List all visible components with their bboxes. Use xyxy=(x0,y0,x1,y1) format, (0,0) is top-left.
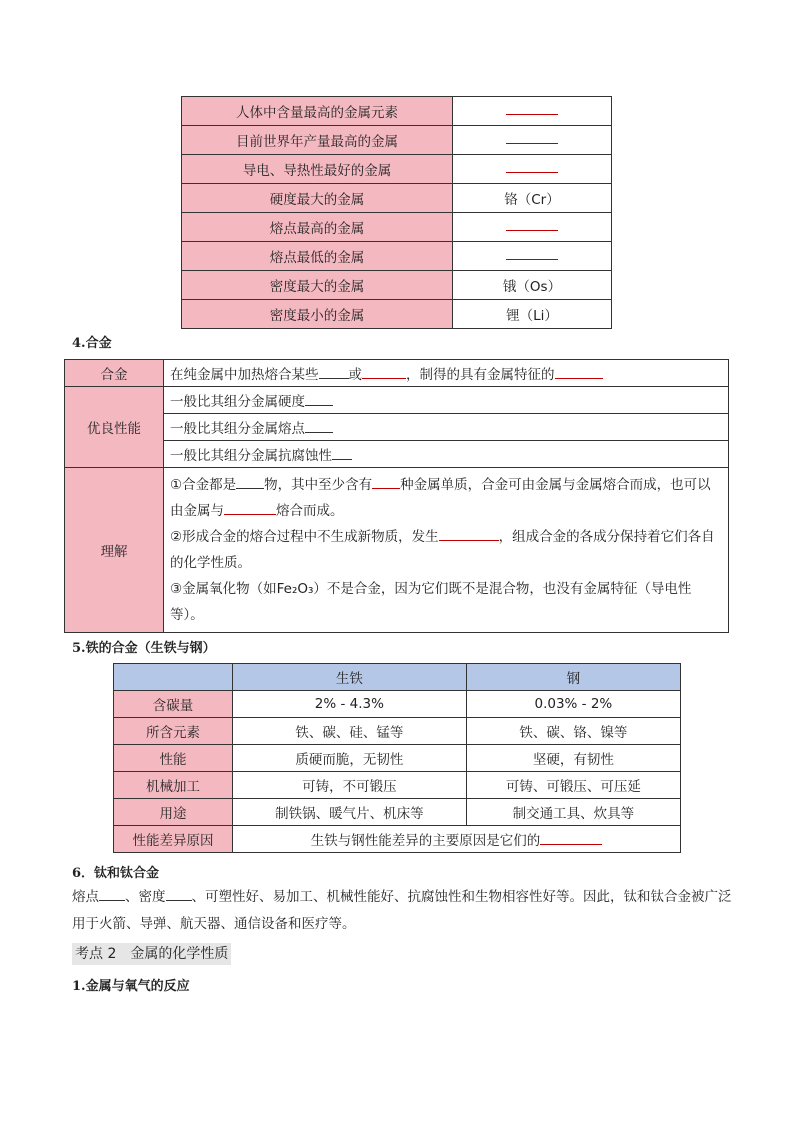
cell: 铁、碳、铬、镍等 xyxy=(466,718,680,745)
sub1-heading: 1.金属与氧气的反应 xyxy=(72,979,190,994)
section6-paragraph xyxy=(72,884,732,938)
iron-alloy-table xyxy=(113,663,681,853)
text: 生铁与钢性能差异的主要原因是它们的 xyxy=(310,833,541,849)
answer-blank xyxy=(439,539,499,541)
text: ，组成合金的各成分保持着它们各自的化学性质。 xyxy=(170,529,715,571)
answer-blank xyxy=(319,377,349,379)
answer-blank xyxy=(506,258,558,260)
answer-blank xyxy=(305,404,333,406)
answer-blank xyxy=(506,171,558,173)
row-label: 目前世界年产量最高的金属 xyxy=(182,126,453,155)
table-row xyxy=(114,718,681,745)
row-label: 熔点最低的金属 xyxy=(182,242,453,271)
answer-blank xyxy=(362,377,406,379)
row-label: 性能差异原因 xyxy=(114,826,233,853)
cell: 可铸，不可锻压 xyxy=(233,772,467,799)
table-row xyxy=(65,387,729,414)
alloy-table xyxy=(64,359,729,633)
answer-blank xyxy=(540,843,602,845)
formula: Fe₂O₃ xyxy=(276,581,314,597)
point-1 xyxy=(170,472,722,524)
row-label: 含碳量 xyxy=(114,691,233,718)
row-value xyxy=(453,155,612,184)
table-row xyxy=(182,271,612,300)
corner-cell xyxy=(114,664,233,691)
alloy-definition xyxy=(164,360,729,387)
understand-label: 理解 xyxy=(65,468,164,633)
table-row xyxy=(65,360,729,387)
answer-blank xyxy=(305,431,333,433)
table-row xyxy=(182,97,612,126)
text: 或 xyxy=(348,367,362,383)
row-value: 锂（Li） xyxy=(453,300,612,329)
table-row xyxy=(182,300,612,329)
row-label: 所含元素 xyxy=(114,718,233,745)
answer-blank xyxy=(99,899,125,901)
kaodian-heading: 考点 2 金属的化学性质 xyxy=(72,943,231,965)
table-row xyxy=(114,772,681,799)
answer-blank xyxy=(372,487,400,489)
text: 、可塑性好、易加工、机械性能好、抗腐蚀性和生物相容性好等。因此，钛和钛合金被广泛用于火箭、导弹、航天器、通信设备和医疗等。 xyxy=(72,889,732,932)
cell: 铁、碳、硅、锰等 xyxy=(233,718,467,745)
section6-heading: 6．钛和钛合金 xyxy=(72,866,160,881)
answer-blank xyxy=(224,513,276,515)
text: ①合金都是 xyxy=(170,477,237,493)
row-label: 密度最大的金属 xyxy=(182,271,453,300)
text: ）不是合金，因为它们既不是混合物，也没有金属特征（导电性等）。 xyxy=(170,581,692,623)
answer-blank xyxy=(332,458,352,460)
row-value: 铬（Cr） xyxy=(453,184,612,213)
column-header: 生铁 xyxy=(233,664,467,691)
row-label: 用途 xyxy=(114,799,233,826)
row-value xyxy=(453,126,612,155)
table-header-row xyxy=(114,664,681,691)
row-value xyxy=(453,97,612,126)
property-item xyxy=(164,441,729,468)
row-label: 硬度最大的金属 xyxy=(182,184,453,213)
row-value: 锇（Os） xyxy=(453,271,612,300)
metal-extremes-table xyxy=(181,96,612,329)
cell: 可铸、可锻压、可压延 xyxy=(466,772,680,799)
table-row xyxy=(65,441,729,468)
text: 熔点 xyxy=(72,889,99,905)
props-label: 优良性能 xyxy=(65,387,164,468)
cell: 坚硬，有韧性 xyxy=(466,745,680,772)
row-label: 导电、导热性最好的金属 xyxy=(182,155,453,184)
answer-blank xyxy=(506,113,558,115)
table-row xyxy=(182,213,612,242)
table-row xyxy=(65,414,729,441)
text: 种金属单质，合金可由金属与金属熔合而成，也可以由金属与 xyxy=(170,477,711,519)
row-label: 性能 xyxy=(114,745,233,772)
row-value xyxy=(453,213,612,242)
understand-content xyxy=(164,468,729,633)
table-row xyxy=(182,184,612,213)
row-label: 机械加工 xyxy=(114,772,233,799)
text: 一般比其组分金属抗腐蚀性 xyxy=(170,448,332,464)
answer-blank xyxy=(166,899,192,901)
cell: 制交通工具、炊具等 xyxy=(466,799,680,826)
text: ②形成合金的熔合过程中不生成新物质，发生 xyxy=(170,529,439,545)
text: 物，其中至少含有 xyxy=(264,477,373,493)
text: ③金属氧化物（如 xyxy=(170,581,277,597)
cell: 0.03% - 2% xyxy=(466,691,680,718)
text: 、密度 xyxy=(125,889,166,905)
answer-blank xyxy=(506,142,558,144)
column-header: 钢 xyxy=(466,664,680,691)
text: 在纯金属中加热熔合某些 xyxy=(170,367,319,383)
cell: 制铁锅、暖气片、机床等 xyxy=(233,799,467,826)
table-row xyxy=(65,468,729,633)
table-row xyxy=(182,126,612,155)
row-value xyxy=(453,242,612,271)
row-label: 人体中含量最高的金属元素 xyxy=(182,97,453,126)
answer-blank xyxy=(555,377,603,379)
row-label: 熔点最高的金属 xyxy=(182,213,453,242)
property-item xyxy=(164,387,729,414)
text: 一般比其组分金属熔点 xyxy=(170,421,305,437)
table-row xyxy=(182,242,612,271)
point-2 xyxy=(170,524,722,576)
table-row xyxy=(114,799,681,826)
section4-heading: 4.合金 xyxy=(72,336,112,351)
property-item xyxy=(164,414,729,441)
text: 熔合而成。 xyxy=(276,503,344,519)
cell: 2% - 4.3% xyxy=(233,691,467,718)
table-row xyxy=(114,745,681,772)
text: 一般比其组分金属硬度 xyxy=(170,394,305,410)
diff-cell xyxy=(233,826,681,853)
answer-blank xyxy=(236,487,264,489)
row-label: 密度最小的金属 xyxy=(182,300,453,329)
cell: 质硬而脆，无韧性 xyxy=(233,745,467,772)
point-3 xyxy=(170,576,722,628)
section5-heading: 5.铁的合金（生铁与钢） xyxy=(72,641,216,656)
table-row xyxy=(182,155,612,184)
answer-blank xyxy=(506,229,558,231)
text: ，制得的具有金属特征的 xyxy=(406,367,555,383)
alloy-label: 合金 xyxy=(65,360,164,387)
table-row xyxy=(114,826,681,853)
table-row xyxy=(114,691,681,718)
